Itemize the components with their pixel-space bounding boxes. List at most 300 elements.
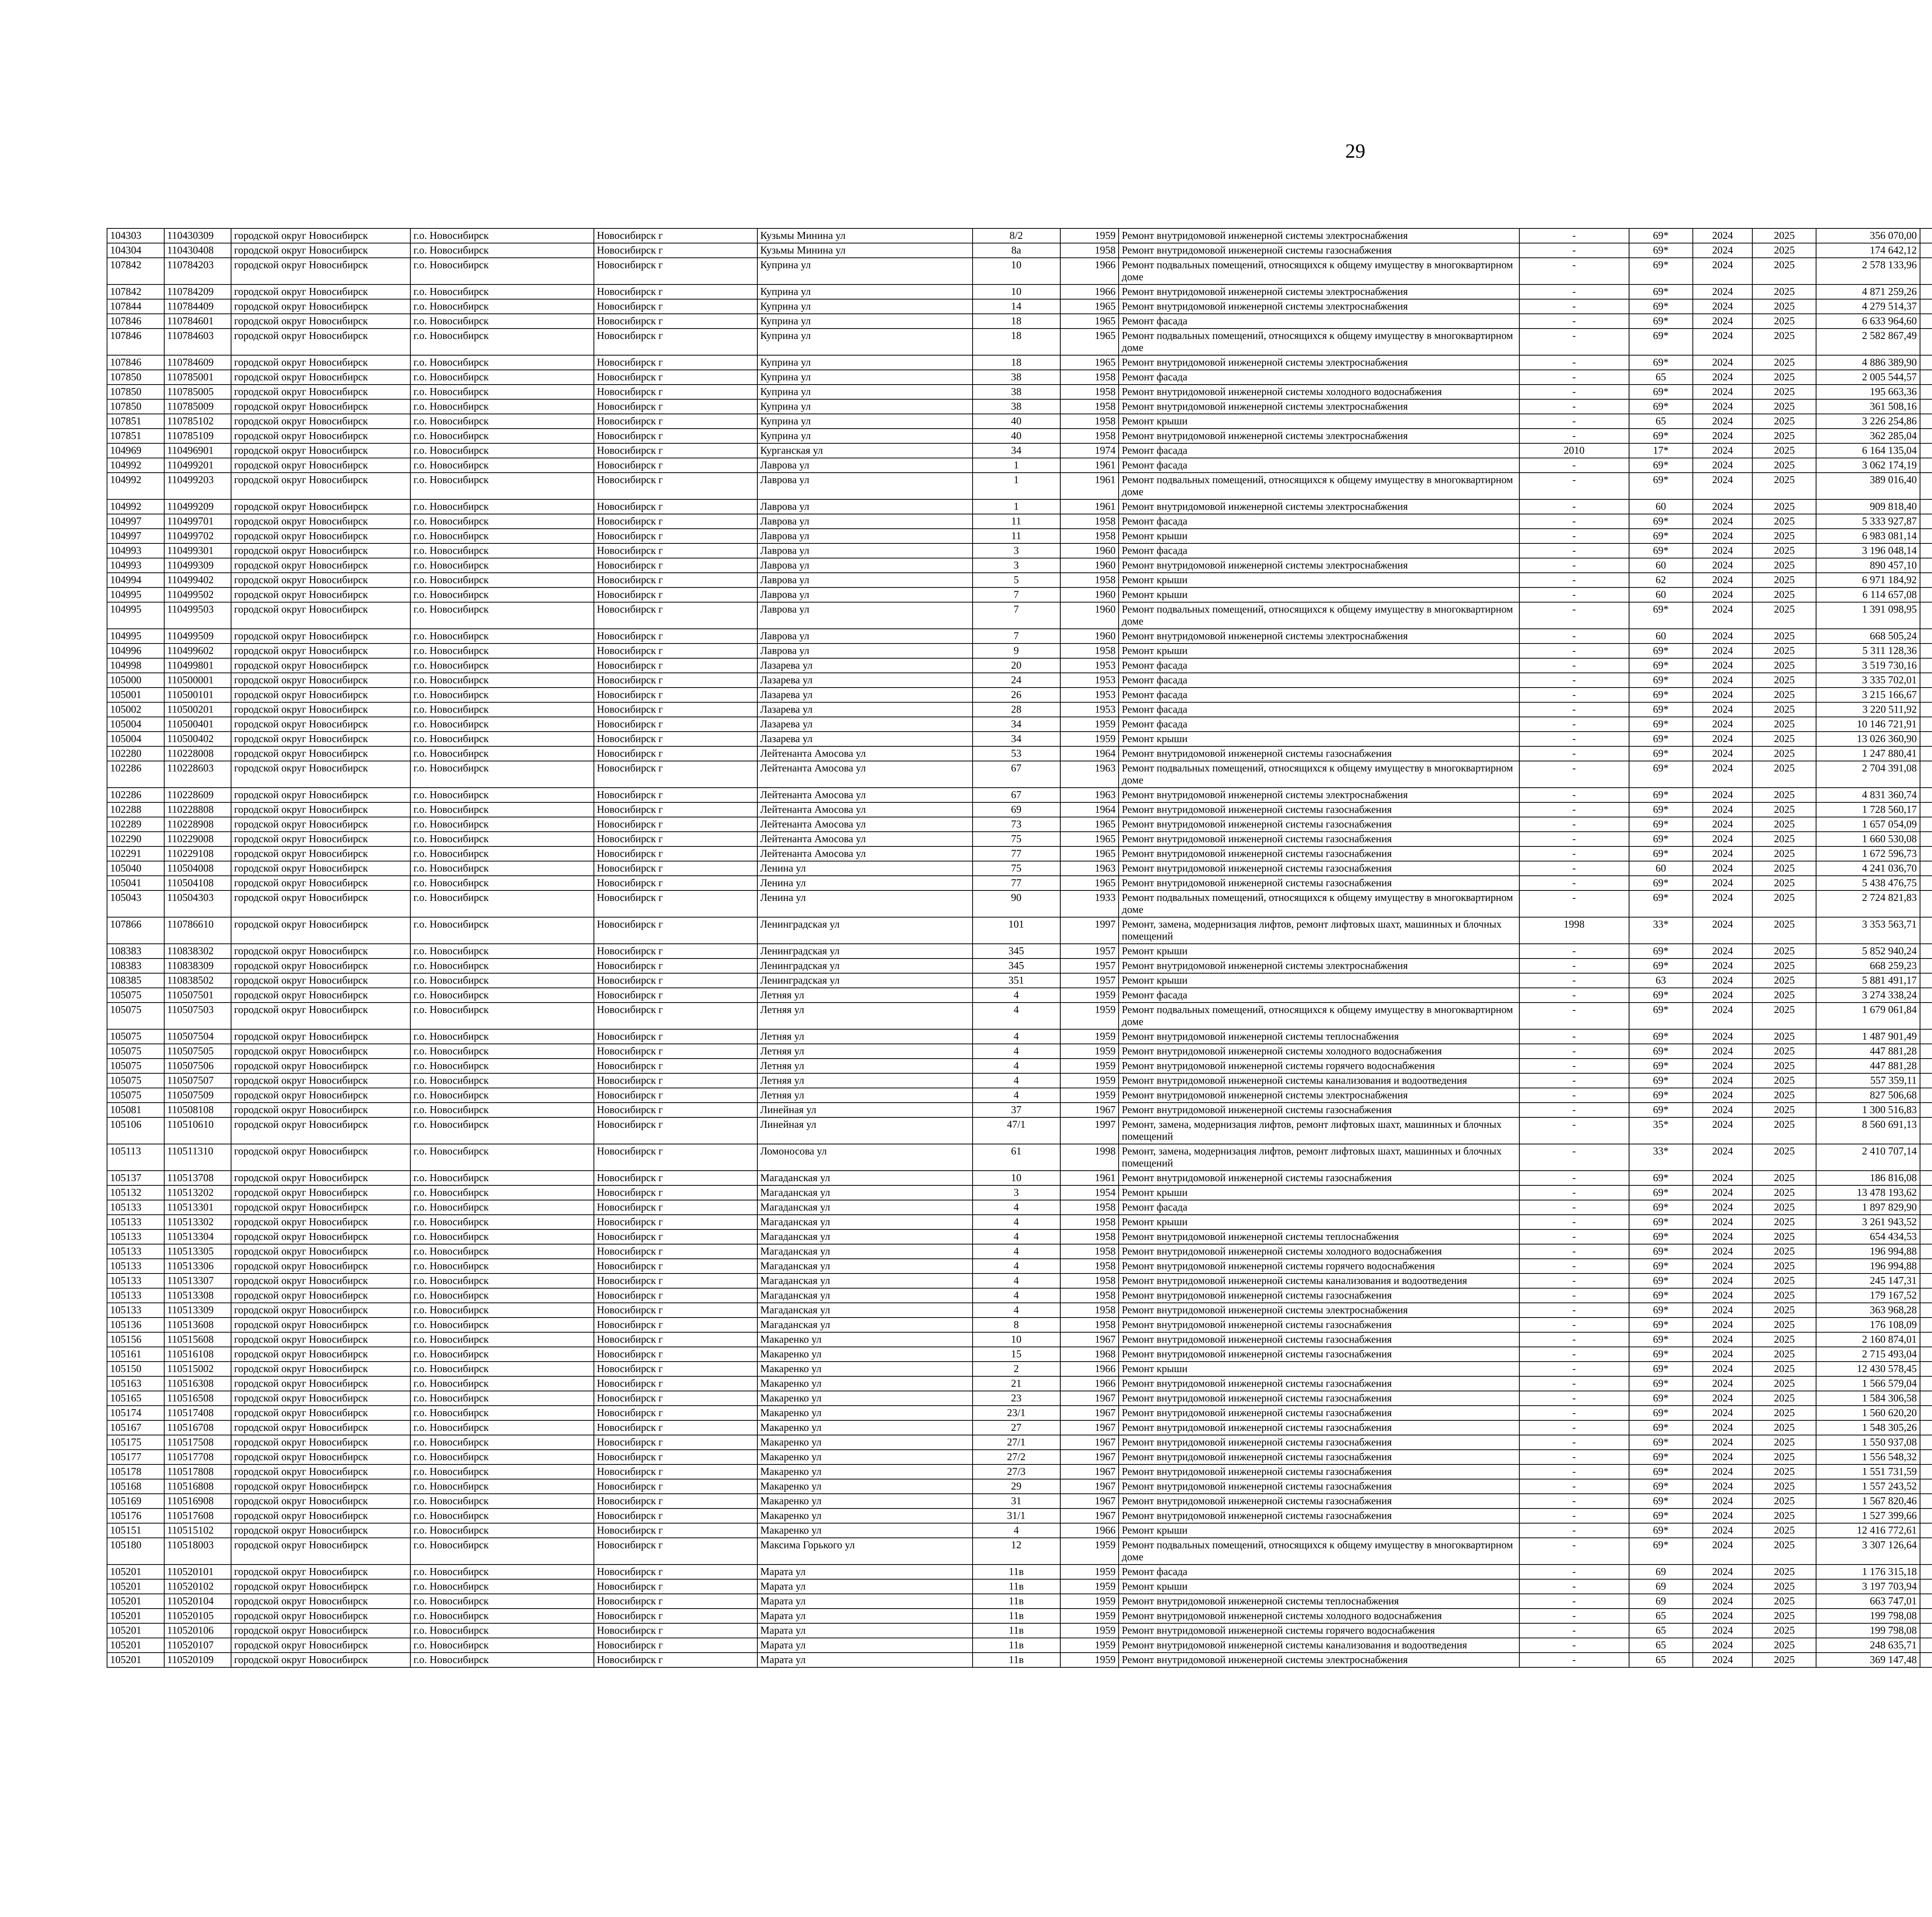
cell-work-type: Ремонт внутридомовой инженерной системы электроснабжения — [1119, 558, 1519, 573]
cell-plan-start: 2024 — [1693, 370, 1753, 385]
repair-table — [107, 228, 1932, 1668]
cell-object-code: 110228908 — [164, 817, 231, 832]
table-row — [107, 529, 1932, 543]
cell-wear: 63 — [1629, 973, 1693, 988]
cell-cost-fund — [1920, 299, 1932, 314]
cell-last-repair-year: - — [1519, 458, 1629, 473]
table-row — [107, 761, 1932, 788]
cell-municipality: городской округ Новосибирск — [231, 861, 410, 876]
cell-street: Куприна ул — [757, 429, 973, 443]
cell-settlement-type: г.о. Новосибирск — [410, 861, 594, 876]
cell-municipality: городской округ Новосибирск — [231, 385, 410, 399]
cell-wear: 62 — [1629, 573, 1693, 587]
cell-settlement-type: г.о. Новосибирск — [410, 817, 594, 832]
table-row — [107, 258, 1932, 284]
cell-last-repair-year: - — [1519, 1029, 1629, 1044]
cell-municipality: городской округ Новосибирск — [231, 746, 410, 761]
cell-cost-total: 1 660 530,08 — [1816, 832, 1920, 846]
cell-wear: 69* — [1629, 746, 1693, 761]
cell-plan-start: 2024 — [1693, 1579, 1753, 1594]
cell-settlement-type: г.о. Новосибирск — [410, 529, 594, 543]
cell-municipality: городской округ Новосибирск — [231, 1609, 410, 1623]
cell-wear: 69* — [1629, 832, 1693, 846]
cell-wear: 69* — [1629, 1303, 1693, 1318]
cell-house: 9 — [973, 644, 1060, 658]
cell-work-type: Ремонт внутридомовой инженерной системы холодного водоснабжения — [1119, 385, 1519, 399]
cell-id: 102280 — [107, 746, 164, 761]
cell-street: Макаренко ул — [757, 1435, 973, 1450]
cell-plan-start: 2024 — [1693, 1464, 1753, 1479]
table-row — [107, 473, 1932, 499]
cell-city: Новосибирск г — [594, 876, 757, 890]
cell-commissioning-year: 1958 — [1060, 1303, 1119, 1318]
cell-wear: 33* — [1629, 1144, 1693, 1171]
cell-work-type: Ремонт, замена, модернизация лифтов, ремонт лифтовых шахт, машинных и блочных помещений — [1119, 1144, 1519, 1171]
cell-city: Новосибирск г — [594, 414, 757, 429]
cell-plan-start: 2024 — [1693, 558, 1753, 573]
cell-house: 31/1 — [973, 1508, 1060, 1523]
cell-city: Новосибирск г — [594, 228, 757, 243]
cell-id: 105178 — [107, 1464, 164, 1479]
cell-settlement-type: г.о. Новосибирск — [410, 1088, 594, 1103]
cell-work-type: Ремонт крыши — [1119, 1362, 1519, 1376]
cell-cost-fund — [1920, 802, 1932, 817]
cell-municipality: городской округ Новосибирск — [231, 629, 410, 644]
cell-city: Новосибирск г — [594, 473, 757, 499]
cell-house: 11в — [973, 1653, 1060, 1667]
cell-wear: 65 — [1629, 1609, 1693, 1623]
table-row — [107, 1185, 1932, 1200]
cell-plan-end: 2025 — [1752, 1391, 1816, 1406]
cell-city: Новосибирск г — [594, 1185, 757, 1200]
cell-street: Марата ул — [757, 1623, 973, 1638]
cell-municipality: городской округ Новосибирск — [231, 414, 410, 429]
cell-commissioning-year: 1997 — [1060, 917, 1119, 944]
cell-municipality: городской округ Новосибирск — [231, 1579, 410, 1594]
cell-plan-end: 2025 — [1752, 1538, 1816, 1565]
cell-id: 107850 — [107, 385, 164, 399]
cell-commissioning-year: 1957 — [1060, 944, 1119, 958]
cell-street: Лазарева ул — [757, 658, 973, 673]
table-row — [107, 629, 1932, 644]
cell-street: Лаврова ул — [757, 499, 973, 514]
cell-cost-fund — [1920, 876, 1932, 890]
cell-cost-total: 8 560 691,13 — [1816, 1117, 1920, 1144]
cell-plan-start: 2024 — [1693, 602, 1753, 629]
cell-cost-total: 5 333 927,87 — [1816, 514, 1920, 529]
cell-city: Новосибирск г — [594, 1029, 757, 1044]
cell-object-code: 110499209 — [164, 499, 231, 514]
cell-id: 104993 — [107, 558, 164, 573]
cell-house: 11в — [973, 1579, 1060, 1594]
cell-cost-fund — [1920, 673, 1932, 688]
cell-id: 105075 — [107, 1073, 164, 1088]
cell-work-type: Ремонт, замена, модернизация лифтов, ремонт лифтовых шахт, машинных и блочных помещений — [1119, 917, 1519, 944]
cell-object-code: 110520109 — [164, 1653, 231, 1667]
cell-work-type: Ремонт внутридомовой инженерной системы электроснабжения — [1119, 958, 1519, 973]
cell-plan-end: 2025 — [1752, 1479, 1816, 1494]
cell-commissioning-year: 1967 — [1060, 1435, 1119, 1450]
cell-cost-total: 6 164 135,04 — [1816, 443, 1920, 458]
cell-last-repair-year: - — [1519, 1450, 1629, 1464]
cell-settlement-type: г.о. Новосибирск — [410, 1347, 594, 1362]
cell-commissioning-year: 1958 — [1060, 573, 1119, 587]
table-row — [107, 385, 1932, 399]
cell-street: Куприна ул — [757, 370, 973, 385]
cell-settlement-type: г.о. Новосибирск — [410, 1594, 594, 1609]
cell-work-type: Ремонт внутридомовой инженерной системы горячего водоснабжения — [1119, 1259, 1519, 1273]
cell-cost-fund — [1920, 1479, 1932, 1494]
cell-street: Линейная ул — [757, 1117, 973, 1144]
table-row — [107, 1073, 1932, 1088]
cell-work-type: Ремонт внутридомовой инженерной системы теплоснабжения — [1119, 1229, 1519, 1244]
cell-cost-fund — [1920, 258, 1932, 284]
cell-city: Новосибирск г — [594, 861, 757, 876]
cell-object-code: 110499509 — [164, 629, 231, 644]
cell-street: Лаврова ул — [757, 602, 973, 629]
cell-plan-end: 2025 — [1752, 1347, 1816, 1362]
cell-settlement-type: г.о. Новосибирск — [410, 329, 594, 355]
cell-wear: 69* — [1629, 473, 1693, 499]
cell-plan-end: 2025 — [1752, 702, 1816, 717]
cell-last-repair-year: - — [1519, 688, 1629, 702]
cell-cost-total: 1 391 098,95 — [1816, 602, 1920, 629]
cell-city: Новосибирск г — [594, 587, 757, 602]
cell-cost-total: 195 663,36 — [1816, 385, 1920, 399]
cell-municipality: городской округ Новосибирск — [231, 1565, 410, 1579]
cell-cost-fund — [1920, 1579, 1932, 1594]
cell-id: 105004 — [107, 732, 164, 746]
cell-street: Макаренко ул — [757, 1376, 973, 1391]
cell-id: 104993 — [107, 543, 164, 558]
cell-object-code: 110504303 — [164, 890, 231, 917]
cell-settlement-type: г.о. Новосибирск — [410, 658, 594, 673]
cell-commissioning-year: 1963 — [1060, 788, 1119, 802]
cell-plan-start: 2024 — [1693, 817, 1753, 832]
cell-street: Ленина ул — [757, 890, 973, 917]
cell-work-type: Ремонт фасада — [1119, 314, 1519, 329]
cell-id: 108383 — [107, 958, 164, 973]
cell-object-code: 110499402 — [164, 573, 231, 587]
cell-plan-end: 2025 — [1752, 1303, 1816, 1318]
cell-street: Макаренко ул — [757, 1362, 973, 1376]
cell-work-type: Ремонт внутридомовой инженерной системы газоснабжения — [1119, 1391, 1519, 1406]
cell-plan-start: 2024 — [1693, 1171, 1753, 1185]
cell-work-type: Ремонт, замена, модернизация лифтов, ремонт лифтовых шахт, машинных и блочных помещений — [1119, 1117, 1519, 1144]
cell-plan-end: 2025 — [1752, 1171, 1816, 1185]
table-row — [107, 1494, 1932, 1508]
cell-last-repair-year: - — [1519, 1332, 1629, 1347]
cell-settlement-type: г.о. Новосибирск — [410, 587, 594, 602]
cell-plan-end: 2025 — [1752, 717, 1816, 732]
cell-plan-end: 2025 — [1752, 1215, 1816, 1229]
cell-object-code: 110516108 — [164, 1347, 231, 1362]
cell-plan-end: 2025 — [1752, 1073, 1816, 1088]
table-row — [107, 1479, 1932, 1494]
cell-street: Марата ул — [757, 1565, 973, 1579]
cell-municipality: городской округ Новосибирск — [231, 258, 410, 284]
cell-house: 11 — [973, 514, 1060, 529]
cell-commissioning-year: 1963 — [1060, 761, 1119, 788]
cell-plan-start: 2024 — [1693, 876, 1753, 890]
cell-id: 107844 — [107, 299, 164, 314]
cell-cost-fund — [1920, 1623, 1932, 1638]
cell-street: Летняя ул — [757, 1044, 973, 1059]
cell-house: 5 — [973, 573, 1060, 587]
cell-plan-start: 2024 — [1693, 1494, 1753, 1508]
cell-last-repair-year: - — [1519, 399, 1629, 414]
cell-last-repair-year: - — [1519, 499, 1629, 514]
cell-cost-total: 1 550 937,08 — [1816, 1435, 1920, 1450]
cell-wear: 69* — [1629, 1318, 1693, 1332]
cell-object-code: 110784609 — [164, 355, 231, 370]
table-row — [107, 1579, 1932, 1594]
cell-municipality: городской округ Новосибирск — [231, 1653, 410, 1667]
cell-settlement-type: г.о. Новосибирск — [410, 1171, 594, 1185]
cell-last-repair-year: - — [1519, 832, 1629, 846]
cell-house: 28 — [973, 702, 1060, 717]
cell-settlement-type: г.о. Новосибирск — [410, 1420, 594, 1435]
cell-city: Новосибирск г — [594, 658, 757, 673]
cell-cost-fund — [1920, 817, 1932, 832]
cell-settlement-type: г.о. Новосибирск — [410, 1117, 594, 1144]
cell-wear: 60 — [1629, 558, 1693, 573]
cell-id: 104995 — [107, 587, 164, 602]
cell-wear: 69* — [1629, 1376, 1693, 1391]
cell-settlement-type: г.о. Новосибирск — [410, 1609, 594, 1623]
cell-object-code: 110520107 — [164, 1638, 231, 1653]
cell-street: Лаврова ул — [757, 558, 973, 573]
table-row — [107, 702, 1932, 717]
cell-plan-end: 2025 — [1752, 658, 1816, 673]
cell-plan-start: 2024 — [1693, 846, 1753, 861]
table-row — [107, 1362, 1932, 1376]
table-row — [107, 1653, 1932, 1667]
cell-object-code: 110784203 — [164, 258, 231, 284]
cell-work-type: Ремонт внутридомовой инженерной системы газоснабжения — [1119, 802, 1519, 817]
cell-id: 105075 — [107, 1088, 164, 1103]
cell-plan-end: 2025 — [1752, 1508, 1816, 1523]
cell-last-repair-year: - — [1519, 717, 1629, 732]
cell-plan-end: 2025 — [1752, 1117, 1816, 1144]
cell-work-type: Ремонт внутридомовой инженерной системы горячего водоснабжения — [1119, 1059, 1519, 1073]
cell-commissioning-year: 1954 — [1060, 1185, 1119, 1200]
cell-cost-fund — [1920, 832, 1932, 846]
cell-settlement-type: г.о. Новосибирск — [410, 499, 594, 514]
cell-house: 4 — [973, 1259, 1060, 1273]
cell-last-repair-year: - — [1519, 1229, 1629, 1244]
cell-city: Новосибирск г — [594, 761, 757, 788]
table-row — [107, 299, 1932, 314]
cell-commissioning-year: 1958 — [1060, 1273, 1119, 1288]
cell-municipality: городской округ Новосибирск — [231, 499, 410, 514]
cell-last-repair-year: - — [1519, 890, 1629, 917]
cell-city: Новосибирск г — [594, 1044, 757, 1059]
cell-cost-fund — [1920, 529, 1932, 543]
cell-commissioning-year: 1997 — [1060, 1117, 1119, 1144]
cell-commissioning-year: 1959 — [1060, 1653, 1119, 1667]
cell-id: 105133 — [107, 1259, 164, 1273]
cell-municipality: городской округ Новосибирск — [231, 1185, 410, 1200]
cell-last-repair-year: - — [1519, 1609, 1629, 1623]
cell-id: 104969 — [107, 443, 164, 458]
cell-house: 53 — [973, 746, 1060, 761]
cell-work-type: Ремонт фасада — [1119, 673, 1519, 688]
cell-settlement-type: г.о. Новосибирск — [410, 458, 594, 473]
cell-street: Лазарева ул — [757, 702, 973, 717]
cell-street: Летняя ул — [757, 1088, 973, 1103]
cell-work-type: Ремонт подвальных помещений, относящихся к общему имуществу в многоквартирном доме — [1119, 1003, 1519, 1029]
cell-street: Лаврова ул — [757, 629, 973, 644]
cell-id: 105004 — [107, 717, 164, 732]
cell-house: 23 — [973, 1391, 1060, 1406]
cell-last-repair-year: - — [1519, 1088, 1629, 1103]
cell-cost-total: 3 307 126,64 — [1816, 1538, 1920, 1565]
cell-cost-total: 447 881,28 — [1816, 1044, 1920, 1059]
cell-last-repair-year: - — [1519, 1638, 1629, 1653]
cell-commissioning-year: 1967 — [1060, 1391, 1119, 1406]
cell-last-repair-year: - — [1519, 1464, 1629, 1479]
cell-object-code: 110520104 — [164, 1594, 231, 1609]
cell-street: Марата ул — [757, 1609, 973, 1623]
cell-settlement-type: г.о. Новосибирск — [410, 673, 594, 688]
cell-cost-fund — [1920, 1303, 1932, 1318]
cell-wear: 69* — [1629, 673, 1693, 688]
table-row — [107, 602, 1932, 629]
cell-plan-end: 2025 — [1752, 499, 1816, 514]
cell-street: Куприна ул — [757, 314, 973, 329]
cell-cost-fund — [1920, 473, 1932, 499]
cell-plan-end: 2025 — [1752, 1229, 1816, 1244]
cell-cost-total: 1 567 820,46 — [1816, 1494, 1920, 1508]
cell-last-repair-year: - — [1519, 1259, 1629, 1273]
page-number: 29 — [1345, 140, 1366, 162]
cell-id: 105133 — [107, 1229, 164, 1244]
cell-cost-total: 3 215 166,67 — [1816, 688, 1920, 702]
cell-house: 4 — [973, 1288, 1060, 1303]
cell-plan-start: 2024 — [1693, 399, 1753, 414]
cell-street: Ленина ул — [757, 876, 973, 890]
cell-settlement-type: г.о. Новосибирск — [410, 1073, 594, 1088]
cell-street: Марата ул — [757, 1653, 973, 1667]
cell-cost-fund — [1920, 1450, 1932, 1464]
cell-work-type: Ремонт внутридомовой инженерной системы газоснабжения — [1119, 1171, 1519, 1185]
cell-plan-end: 2025 — [1752, 228, 1816, 243]
cell-object-code: 110520102 — [164, 1579, 231, 1594]
cell-commissioning-year: 1959 — [1060, 1073, 1119, 1088]
cell-street: Лейтенанта Амосова ул — [757, 817, 973, 832]
cell-work-type: Ремонт внутридомовой инженерной системы газоснабжения — [1119, 1420, 1519, 1435]
cell-plan-start: 2024 — [1693, 1362, 1753, 1376]
cell-work-type: Ремонт крыши — [1119, 944, 1519, 958]
cell-object-code: 110500001 — [164, 673, 231, 688]
cell-street: Лазарева ул — [757, 717, 973, 732]
cell-plan-start: 2024 — [1693, 988, 1753, 1003]
cell-street: Магаданская ул — [757, 1229, 973, 1244]
cell-settlement-type: г.о. Новосибирск — [410, 1406, 594, 1420]
cell-city: Новосибирск г — [594, 1638, 757, 1653]
cell-object-code: 110513301 — [164, 1200, 231, 1215]
cell-object-code: 110517608 — [164, 1508, 231, 1523]
cell-municipality: городской округ Новосибирск — [231, 717, 410, 732]
cell-municipality: городской округ Новосибирск — [231, 228, 410, 243]
table-row — [107, 1565, 1932, 1579]
cell-house: 18 — [973, 314, 1060, 329]
cell-plan-end: 2025 — [1752, 1653, 1816, 1667]
cell-last-repair-year: - — [1519, 788, 1629, 802]
cell-wear: 69* — [1629, 1200, 1693, 1215]
cell-plan-end: 2025 — [1752, 1450, 1816, 1464]
cell-wear: 69* — [1629, 658, 1693, 673]
cell-wear: 69* — [1629, 702, 1693, 717]
cell-cost-fund — [1920, 1103, 1932, 1117]
cell-city: Новосибирск г — [594, 1565, 757, 1579]
cell-cost-fund — [1920, 1259, 1932, 1273]
cell-last-repair-year: - — [1519, 1479, 1629, 1494]
cell-object-code: 110516908 — [164, 1494, 231, 1508]
cell-city: Новосибирск г — [594, 1088, 757, 1103]
cell-plan-start: 2024 — [1693, 443, 1753, 458]
cell-street: Ленинградская ул — [757, 944, 973, 958]
cell-cost-total: 1 300 516,83 — [1816, 1103, 1920, 1117]
cell-plan-start: 2024 — [1693, 1538, 1753, 1565]
cell-cost-fund — [1920, 890, 1932, 917]
cell-commissioning-year: 1959 — [1060, 1565, 1119, 1579]
table-row — [107, 1088, 1932, 1103]
cell-settlement-type: г.о. Новосибирск — [410, 1479, 594, 1494]
cell-wear: 69* — [1629, 1538, 1693, 1565]
cell-settlement-type: г.о. Новосибирск — [410, 558, 594, 573]
cell-last-repair-year: - — [1519, 258, 1629, 284]
cell-municipality: городской округ Новосибирск — [231, 1464, 410, 1479]
cell-last-repair-year: - — [1519, 658, 1629, 673]
cell-municipality: городской округ Новосибирск — [231, 658, 410, 673]
cell-object-code: 110513304 — [164, 1229, 231, 1244]
cell-city: Новосибирск г — [594, 1523, 757, 1538]
cell-last-repair-year: - — [1519, 944, 1629, 958]
cell-plan-start: 2024 — [1693, 761, 1753, 788]
cell-plan-start: 2024 — [1693, 890, 1753, 917]
cell-object-code: 110500201 — [164, 702, 231, 717]
cell-last-repair-year: - — [1519, 243, 1629, 258]
cell-cost-total: 3 196 048,14 — [1816, 543, 1920, 558]
cell-city: Новосибирск г — [594, 1653, 757, 1667]
cell-last-repair-year: - — [1519, 746, 1629, 761]
cell-id: 105180 — [107, 1538, 164, 1565]
cell-municipality: городской округ Новосибирск — [231, 1420, 410, 1435]
cell-house: 10 — [973, 1332, 1060, 1347]
cell-city: Новосибирск г — [594, 1420, 757, 1435]
cell-cost-total: 196 994,88 — [1816, 1259, 1920, 1273]
table-row — [107, 514, 1932, 529]
cell-object-code: 110507507 — [164, 1073, 231, 1088]
cell-last-repair-year: - — [1519, 846, 1629, 861]
cell-work-type: Ремонт внутридомовой инженерной системы электроснабжения — [1119, 284, 1519, 299]
cell-last-repair-year: - — [1519, 1044, 1629, 1059]
cell-id: 107846 — [107, 314, 164, 329]
cell-object-code: 110430408 — [164, 243, 231, 258]
cell-id: 107851 — [107, 429, 164, 443]
cell-municipality: городской округ Новосибирск — [231, 832, 410, 846]
table-row — [107, 658, 1932, 673]
cell-work-type: Ремонт фасада — [1119, 514, 1519, 529]
table-row — [107, 1003, 1932, 1029]
cell-work-type: Ремонт внутридомовой инженерной системы газоснабжения — [1119, 876, 1519, 890]
cell-municipality: городской округ Новосибирск — [231, 443, 410, 458]
cell-cost-fund — [1920, 370, 1932, 385]
cell-wear: 69* — [1629, 988, 1693, 1003]
cell-house: 10 — [973, 258, 1060, 284]
